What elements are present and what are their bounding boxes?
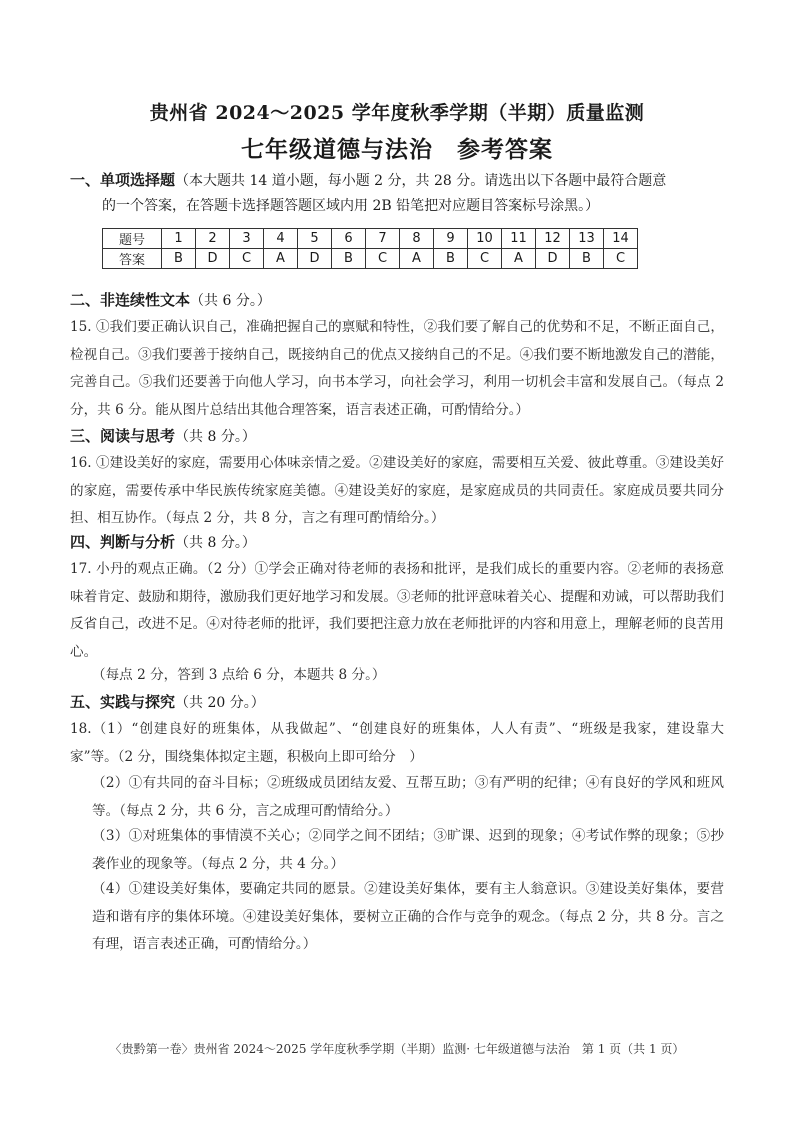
answer-q18-3: （3）①对班集体的事情漠不关心；②同学之间不团结；③旷课、迟到的现象；④考试作弊的现象；⑤抄袭作业的现象等。（每点 2 分，共 4 分。） <box>92 828 724 872</box>
table-row-numbers <box>103 229 638 249</box>
table-cell: 11 <box>502 229 536 249</box>
table-cell: D <box>298 249 332 269</box>
table-cell: 7 <box>366 229 400 249</box>
answer-q17-score: （每点 2 分，答到 3 点给 6 分，本题共 8 分。） <box>92 667 386 683</box>
section-1-instructions-cont <box>102 194 732 219</box>
answer-q18-4: （4）①建设美好集体，要确定共同的愿景。②建设美好集体，要有主人翁意识。③建设美好集体，要营造和谐有序的集体环境。④建设美好集体，要树立正确的合作与竞争的观念。（每点 2 分，共 8 分。言之有理，语言表述正确，可酌情给分。） <box>92 881 724 952</box>
table-cell: 12 <box>536 229 570 249</box>
table-cell: D <box>196 249 230 269</box>
table-cell: D <box>536 249 570 269</box>
answer-q17: 17. 小丹的观点正确。（2 分）①学会正确对待老师的表扬和批评，是我们成长的重要内容。②老师的表扬意味着肯定、鼓励和期待，激励我们更好地学习和发展。③老师的批评意味着关心、提醒和劝诫，可以帮助我们反省自己，改进不足。④对待老师的批评，我们要把注意力放在老师批评的内容和用意上，理解老师的良苦用心。 <box>70 561 724 660</box>
section-5-header <box>70 690 730 716</box>
answer-q15: 15. ①我们要正确认识自己，准确把握自己的禀赋和特性，②我们要了解自己的优势和不足，不断正面自己，检视自己。③我们要善于接纳自己，既接纳自己的优点又接纳自己的不足。④我们要不断地激发自己的潜能，完善自己。⑤我们还要善于向他人学习，向书本学习，向社会学习，利用一切机会丰富和发展自己。（每点 2 分，共 6 分。能从图片总结出其他合理答案，语言表述正确，可酌情给分。） <box>70 319 724 418</box>
table-row-label: 题号 <box>103 229 162 249</box>
page-subtitle: 七年级道德与法治 参考答案 <box>241 136 553 163</box>
section-4-note: （共 8 分。） <box>175 535 256 551</box>
table-row-answers <box>103 249 638 269</box>
table-cell: C <box>468 249 502 269</box>
section-2-note: （共 6 分。） <box>190 293 271 309</box>
section-2-header <box>70 288 730 314</box>
table-cell: C <box>366 249 400 269</box>
section-4-heading: 四、判断与分析 <box>70 533 176 551</box>
table-cell: A <box>400 249 434 269</box>
table-cell: C <box>230 249 264 269</box>
table-cell: B <box>332 249 366 269</box>
table-cell: 10 <box>468 229 502 249</box>
table-cell: 8 <box>400 229 434 249</box>
section-1-instructions-line2: 的一个答案，在答题卡选择题答题区域内用 2B 铅笔把对应题目答案标号涂黑。） <box>102 198 600 214</box>
section-1-heading: 一、单项选择题 <box>70 171 176 189</box>
section-5-note: （共 20 分。） <box>175 695 265 711</box>
answer-q18-1: 18.（1）“创建良好的班集体，从我做起”、“创建良好的班集体，人人有责”、“班级是我家，建设靠大家”等。（2 分，围绕集体拟定主题，积极向上即可给分 ） <box>70 721 724 765</box>
table-cell: 6 <box>332 229 366 249</box>
table-cell: B <box>162 249 196 269</box>
table-cell: 9 <box>434 229 468 249</box>
section-4-header <box>70 530 730 556</box>
section-2-heading: 二、非连续性文本 <box>70 291 191 309</box>
table-cell: 3 <box>230 229 264 249</box>
answer-q16: 16. ①建设美好的家庭，需要用心体味亲情之爱。②建设美好的家庭，需要相互关爱、彼此尊重。③建设美好的家庭，需要传承中华民族传统家庭美德。④建设美好的家庭，是家庭成员的共同责任。家庭成员要共同分担、相互协作。（每点 2 分，共 8 分，言之有理可酌情给分。） <box>70 455 724 526</box>
page-footer: 〈贵黔第一卷〉贵州省 2024～2025 学年度秋季学期（半期）监测· 七年级道德与法治 第 1 页（共 1 页） <box>109 1042 685 1056</box>
table-cell: 14 <box>604 229 638 249</box>
table-cell: 1 <box>162 229 196 249</box>
table-cell: B <box>434 249 468 269</box>
table-cell: A <box>502 249 536 269</box>
table-cell: 2 <box>196 229 230 249</box>
answer-table <box>102 228 638 269</box>
section-3-note: （共 8 分。） <box>175 429 256 445</box>
section-3-header <box>70 424 730 450</box>
section-5-heading: 五、实践与探究 <box>70 693 176 711</box>
table-cell: 13 <box>570 229 604 249</box>
table-cell: B <box>570 249 604 269</box>
table-cell: 4 <box>264 229 298 249</box>
answer-q18-2: （2）①有共同的奋斗目标；②班级成员团结友爱、互帮互助；③有严明的纪律；④有良好的学风和班风等。（每点 2 分，共 6 分，言之成理可酌情给分。） <box>92 775 724 819</box>
table-cell: C <box>604 249 638 269</box>
section-1-instructions: （本大题共 14 道小题，每小题 2 分，共 28 分。请选出以下各题中最符合题意 <box>175 173 667 189</box>
section-3-heading: 三、阅读与思考 <box>70 427 176 445</box>
table-cell: 5 <box>298 229 332 249</box>
page-title: 贵州省 2024～2025 学年度秋季学期（半期）质量监测 <box>149 102 645 124</box>
table-cell: A <box>264 249 298 269</box>
section-1-header <box>70 168 730 194</box>
table-row-label: 答案 <box>103 249 162 269</box>
